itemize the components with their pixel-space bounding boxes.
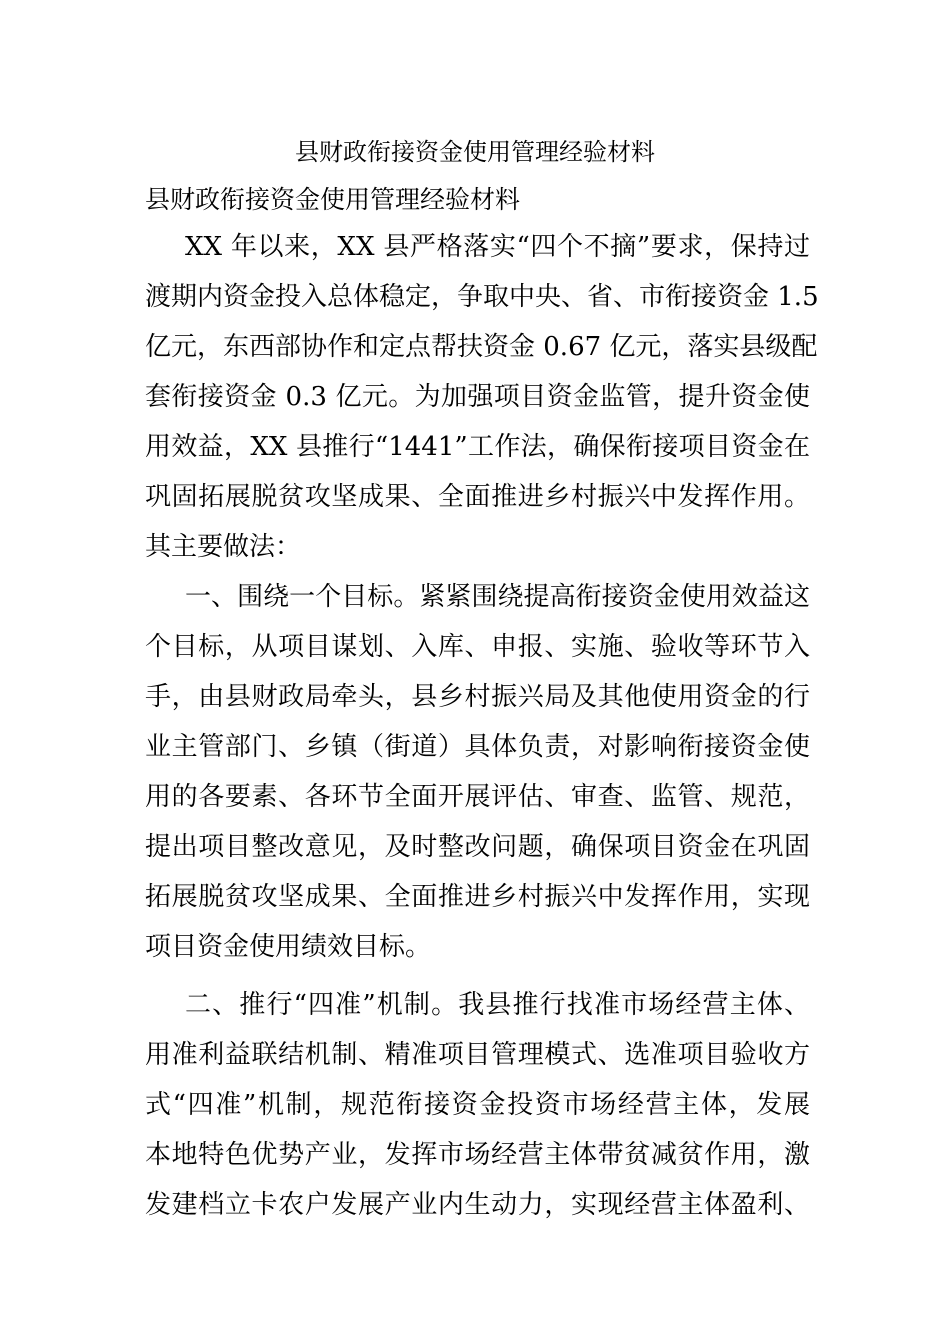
paragraph-3-line-5: 发建档立卡农户发展产业内生动力，实现经营主体盈利、 — [145, 1190, 810, 1220]
paragraph-1-line-1: XX 年以来，XX 县严格落实“四个不摘”要求，保持过 — [185, 232, 810, 262]
paragraph-3-line-3: 式“四准”机制，规范衔接资金投资市场经营主体，发展 — [145, 1090, 810, 1120]
paragraph-2-line-5: 用的各要素、各环节全面开展评估、审查、监管、规范， — [145, 782, 810, 812]
paragraph-gap — [145, 972, 810, 980]
paragraph-2-line-2: 个目标，从项目谋划、入库、申报、实施、验收等环节入 — [145, 632, 810, 662]
paragraph-2-line-4: 业主管部门、乡镇（街道）具体负责，对影响衔接资金使 — [145, 732, 810, 762]
document-title: 县财政衔接资金使用管理经验材料 — [295, 138, 655, 166]
document-body — [145, 178, 819, 1230]
paragraph-3-line-2: 用准利益联结机制、精准项目管理模式、选准项目验收方 — [145, 1040, 810, 1070]
paragraph-2-line-3: 手，由县财政局牵头，县乡村振兴局及其他使用资金的行 — [145, 682, 810, 712]
paragraph-2-line-7: 拓展脱贫攻坚成果、全面推进乡村振兴中发挥作用，实现 — [145, 882, 810, 912]
paragraph-1-line-4: 套衔接资金 0.3 亿元。为加强项目资金监管，提升资金使 — [145, 382, 810, 412]
paragraph-1-line-2: 渡期内资金投入总体稳定，争取中央、省、市衔接资金 1.5 — [145, 282, 819, 312]
paragraph-1-line-7: 其主要做法： — [145, 532, 302, 562]
paragraph-2-line-8: 项目资金使用绩效目标。 — [145, 932, 432, 962]
paragraph-3-line-4: 本地特色优势产业，发挥市场经营主体带贫减贫作用，激 — [145, 1140, 810, 1170]
paragraph-3-line-1: 二、推行“四准”机制。我县推行找准市场经营主体、 — [185, 990, 810, 1020]
paragraph-1-line-3: 亿元，东西部协作和定点帮扶资金 0.67 亿元，落实县级配 — [145, 332, 818, 362]
paragraph-1-line-5: 用效益，XX 县推行“1441”工作法，确保衔接项目资金在 — [145, 432, 810, 462]
paragraph-1-line-6: 巩固拓展脱贫攻坚成果、全面推进乡村振兴中发挥作用。 — [145, 482, 810, 512]
paragraph-2-line-6: 提出项目整改意见，及时整改问题，确保项目资金在巩固 — [145, 832, 810, 862]
paragraph-2-line-1: 一、围绕一个目标。紧紧围绕提高衔接资金使用效益这 — [185, 582, 810, 612]
document-subtitle: 县财政衔接资金使用管理经验材料 — [145, 185, 521, 214]
